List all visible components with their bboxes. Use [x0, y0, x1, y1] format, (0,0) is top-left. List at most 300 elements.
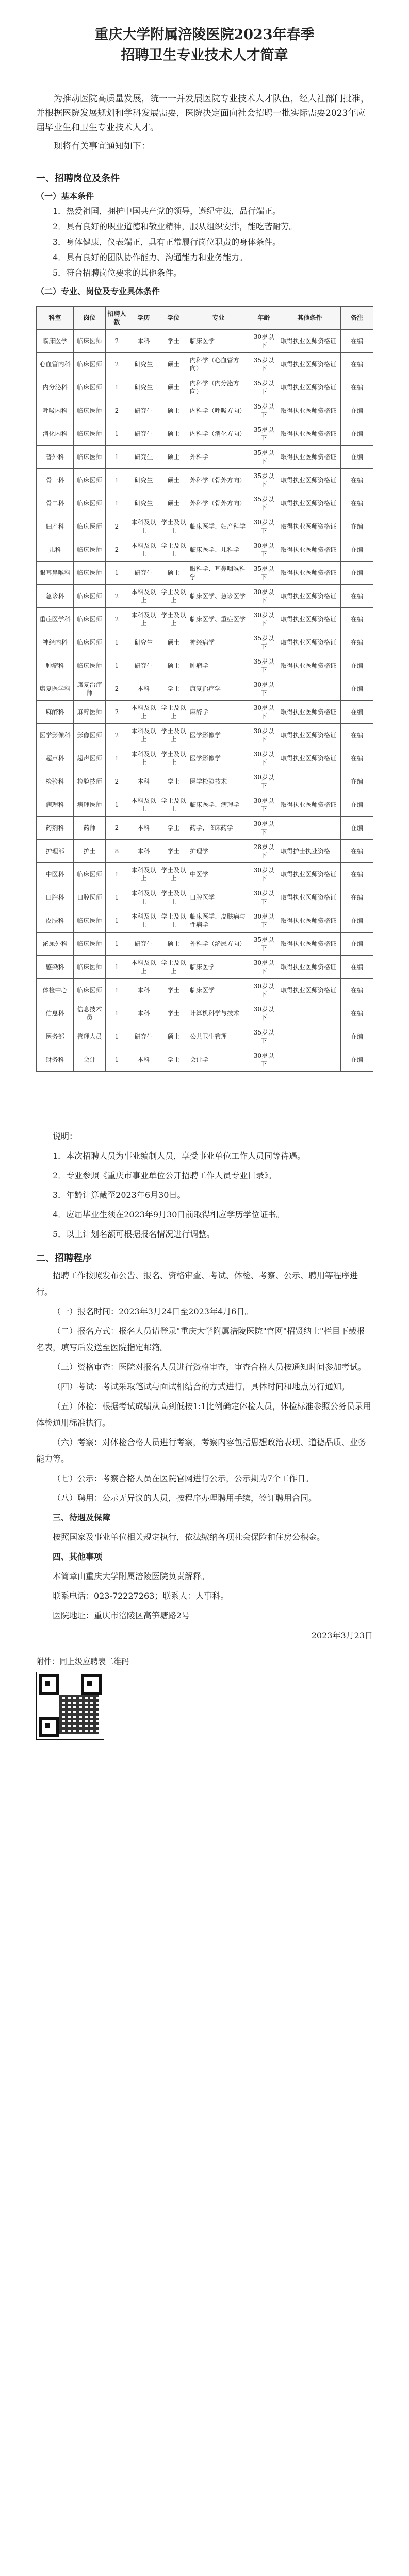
table-cell: 取得执业医师资格证	[279, 515, 341, 538]
table-cell: 外科学（泌尿方向）	[188, 933, 249, 956]
paragraph: （六）考察：对体检合格人员进行考察，考察内容包括思想政治表现、道德品质、业务能力等。	[36, 1437, 367, 1464]
table-cell: 1	[106, 376, 128, 399]
table-row	[37, 515, 373, 538]
section-title: 三、待遇及保障	[53, 1513, 111, 1522]
table-row	[37, 376, 373, 399]
table-cell: 取得执业医师资格证	[279, 492, 341, 515]
table-cell: 本科及以上	[128, 515, 159, 538]
table-cell: 1	[106, 562, 128, 585]
table-cell: 临床医学、病理学	[188, 793, 249, 817]
table-cell: 在编	[341, 793, 373, 817]
table-cell: 取得执业医师资格证	[279, 724, 341, 747]
table-cell: 超声科	[37, 747, 74, 770]
table-cell: 取得执业医师资格证	[279, 701, 341, 724]
table-cell: 学士	[159, 677, 188, 701]
table-cell: 学士及以上	[159, 863, 188, 886]
table-cell: 骨二科	[37, 492, 74, 515]
table-cell: 取得执业医师资格证	[279, 330, 341, 353]
table-cell: 2	[106, 585, 128, 608]
table-cell: 内科学（内分泌方向）	[188, 376, 249, 399]
table-cell: 消化内科	[37, 422, 74, 446]
note-line: 2．专业参照《重庆市事业单位公开招聘工作人员专业目录》。	[53, 1171, 277, 1180]
table-cell: 35岁以下	[249, 399, 279, 422]
table-cell: 外科学	[188, 446, 249, 469]
table-cell: 研究生	[128, 469, 159, 492]
list-item: 1．热爱祖国，拥护中国共产党的领导，遵纪守法，品行端正。	[53, 206, 281, 216]
section-title: 二、招聘程序	[36, 1253, 92, 1264]
table-cell: 取得执业医师资格证	[279, 585, 341, 608]
table-cell: 口腔医学	[188, 886, 249, 909]
table-cell: 取得执业医师资格证	[279, 608, 341, 631]
table-cell: 在编	[341, 353, 373, 376]
table-cell: 临床医学、皮肤病与性病学	[188, 909, 249, 933]
paragraph: （四）考试：考试采取笔试与面试相结合的方式进行，具体时间和地点另行通知。	[53, 1382, 350, 1392]
table-cell: 1	[106, 422, 128, 446]
table-row	[37, 677, 373, 701]
table-cell: 30岁以下	[249, 1048, 279, 1072]
table-cell: 学士及以上	[159, 909, 188, 933]
table-cell: 麻醉医师	[74, 701, 106, 724]
table-cell: 医学影像学	[188, 747, 249, 770]
table-cell: 本科及以上	[128, 724, 159, 747]
table-cell: 1	[106, 863, 128, 886]
table-cell: 研究生	[128, 353, 159, 376]
table-cell: 内科学（呼吸方向）	[188, 399, 249, 422]
table-cell: 取得执业医师资格证	[279, 886, 341, 909]
table-row	[37, 492, 373, 515]
table-cell: 在编	[341, 608, 373, 631]
table-cell: 1	[106, 956, 128, 979]
table-cell: 临床医师	[74, 608, 106, 631]
table-cell: 临床医师	[74, 538, 106, 562]
table-cell: 1	[106, 979, 128, 1002]
table-cell: 在编	[341, 701, 373, 724]
table-cell: 临床医师	[74, 376, 106, 399]
table-cell: 1	[106, 492, 128, 515]
table-cell: 30岁以下	[249, 793, 279, 817]
table-cell: 学士及以上	[159, 538, 188, 562]
table-cell: 研究生	[128, 492, 159, 515]
table-cell: 1	[106, 446, 128, 469]
table-cell: 外科学（骨外方向）	[188, 469, 249, 492]
table-cell: 本科	[128, 677, 159, 701]
table-cell: 35岁以下	[249, 631, 279, 654]
paragraph: （五）体检：根据考试成绩从高到低按1:1比例确定体检人员，体检标准参照公务员录用体检通用标准执行。	[36, 1401, 371, 1428]
table-cell: 普外科	[37, 446, 74, 469]
table-cell: 在编	[341, 469, 373, 492]
table-cell: 药师	[74, 817, 106, 840]
table-cell: 取得执业医师资格证	[279, 469, 341, 492]
table-cell: 在编	[341, 538, 373, 562]
table-cell: 学士及以上	[159, 608, 188, 631]
table-cell: 本科及以上	[128, 793, 159, 817]
table-cell: 心血管内科	[37, 353, 74, 376]
sub-title: （二）专业、岗位及专业具体条件	[36, 286, 160, 296]
table-cell: 感染科	[37, 956, 74, 979]
column-header: 其他条件	[279, 307, 341, 330]
paragraph: 招聘工作按照发布公告、报名、资格审查、考试、体检、考察、公示、聘用等程序进行。	[36, 1270, 358, 1297]
paragraph: （二）报名方式：报名人员请登录"重庆大学附属涪陵医院"官网"招贤纳士"栏目下载报名表，填写后发送至医院指定邮箱。	[36, 1326, 365, 1352]
table-cell: 临床医师	[74, 446, 106, 469]
table-cell: 30岁以下	[249, 677, 279, 701]
table-cell: 临床医师	[74, 562, 106, 585]
paragraph: 本简章由重庆大学附属涪陵医院负责解释。	[53, 1571, 210, 1581]
table-cell: 1	[106, 1025, 128, 1048]
table-cell: 公共卫生管理	[188, 1025, 249, 1048]
table-row	[37, 422, 373, 446]
table-cell: 骨一科	[37, 469, 74, 492]
table-cell: 临床医师	[74, 422, 106, 446]
table-cell: 1	[106, 793, 128, 817]
table-cell: 取得执业医师资格证	[279, 654, 341, 677]
table-cell: 35岁以下	[249, 376, 279, 399]
table-cell: 信息科	[37, 1002, 74, 1025]
table-cell: 中医科	[37, 863, 74, 886]
table-row	[37, 631, 373, 654]
table-cell: 口腔医师	[74, 886, 106, 909]
table-cell: 临床医师	[74, 933, 106, 956]
table-cell: 在编	[341, 956, 373, 979]
table-cell: 临床医学	[188, 956, 249, 979]
table-row	[37, 956, 373, 979]
table-cell: 在编	[341, 492, 373, 515]
table-row	[37, 701, 373, 724]
list-item: 3．身体健康，仪表端正，具有正常履行岗位职责的身体条件。	[53, 237, 281, 247]
table-cell: 临床医师	[74, 515, 106, 538]
paragraph: （一）报名时间：2023年3月24日至2023年4月6日。	[53, 1307, 253, 1316]
qr-finder	[39, 1717, 59, 1737]
table-cell: 在编	[341, 376, 373, 399]
table-cell: 医学影像科	[37, 724, 74, 747]
table-cell	[279, 677, 341, 701]
note-line: 5．以上计划名额可根据报名情况进行调整。	[53, 1229, 215, 1239]
table-cell: 研究生	[128, 399, 159, 422]
table-cell: 30岁以下	[249, 863, 279, 886]
table-cell: 30岁以下	[249, 956, 279, 979]
table-cell: 临床医师	[74, 631, 106, 654]
table-cell: 护理学	[188, 840, 249, 863]
table-cell: 本科及以上	[128, 909, 159, 933]
table-cell: 2	[106, 538, 128, 562]
table-cell: 30岁以下	[249, 538, 279, 562]
table-cell: 取得执业医师资格证	[279, 933, 341, 956]
table-cell: 本科及以上	[128, 608, 159, 631]
table-cell: 30岁以下	[249, 515, 279, 538]
table-cell: 在编	[341, 1025, 373, 1048]
table-row	[37, 654, 373, 677]
table-cell: 本科及以上	[128, 747, 159, 770]
table-cell: 学士及以上	[159, 886, 188, 909]
table-cell: 临床医师	[74, 585, 106, 608]
table-cell: 护理部	[37, 840, 74, 863]
table-cell: 2	[106, 817, 128, 840]
table-row	[37, 770, 373, 793]
table-row	[37, 909, 373, 933]
table-cell: 临床医学、妇产科学	[188, 515, 249, 538]
table-cell: 取得执业医师资格证	[279, 979, 341, 1002]
table-cell: 2	[106, 608, 128, 631]
table-cell: 1	[106, 654, 128, 677]
jobs-table	[36, 306, 373, 1072]
table-cell: 30岁以下	[249, 909, 279, 933]
table-cell: 硕士	[159, 422, 188, 446]
table-cell: 研究生	[128, 422, 159, 446]
table-cell: 30岁以下	[249, 817, 279, 840]
table-cell: 财务科	[37, 1048, 74, 1072]
table-cell: 本科	[128, 979, 159, 1002]
table-cell: 中医学	[188, 863, 249, 886]
table-cell: 临床医学、重症医学	[188, 608, 249, 631]
table-cell: 取得执业医师资格证	[279, 631, 341, 654]
table-cell: 28岁以下	[249, 840, 279, 863]
table-cell: 1	[106, 631, 128, 654]
table-cell: 在编	[341, 330, 373, 353]
table-cell: 2	[106, 724, 128, 747]
issue-date: 2023年3月23日	[311, 1631, 373, 1640]
table-cell: 1	[106, 933, 128, 956]
table-cell: 取得执业医师资格证	[279, 562, 341, 585]
table-cell: 研究生	[128, 654, 159, 677]
table-cell: 研究生	[128, 933, 159, 956]
table-cell: 在编	[341, 562, 373, 585]
table-cell: 学士及以上	[159, 515, 188, 538]
table-cell: 临床医师	[74, 979, 106, 1002]
table-cell: 医学影像学	[188, 724, 249, 747]
table-cell: 35岁以下	[249, 353, 279, 376]
table-cell: 35岁以下	[249, 1025, 279, 1048]
table-cell: 在编	[341, 817, 373, 840]
table-cell: 学士及以上	[159, 724, 188, 747]
table-cell: 学士	[159, 770, 188, 793]
table-cell: 在编	[341, 422, 373, 446]
table-row	[37, 330, 373, 353]
table-cell	[279, 1048, 341, 1072]
table-cell: 学士	[159, 840, 188, 863]
table-cell: 30岁以下	[249, 886, 279, 909]
table-cell: 检验技师	[74, 770, 106, 793]
intro	[36, 92, 373, 154]
qr-finder	[81, 1674, 102, 1695]
table-cell: 本科	[128, 1002, 159, 1025]
paragraph: （七）公示：考察合格人员在医院官网进行公示，公示期为7个工作日。	[53, 1473, 314, 1483]
table-cell: 急诊科	[37, 585, 74, 608]
qr-finder	[39, 1674, 59, 1695]
table-row	[37, 585, 373, 608]
table-row	[37, 979, 373, 1002]
table-row	[37, 863, 373, 886]
table-cell	[279, 817, 341, 840]
table-row	[37, 1002, 373, 1025]
table-cell: 药剂科	[37, 817, 74, 840]
table-cell: 本科及以上	[128, 701, 159, 724]
table-cell: 影像医师	[74, 724, 106, 747]
table-cell: 临床医师	[74, 863, 106, 886]
table-cell: 在编	[341, 631, 373, 654]
table-cell: 学士及以上	[159, 793, 188, 817]
table-cell: 呼吸内科	[37, 399, 74, 422]
table-cell: 2	[106, 701, 128, 724]
table-cell: 硕士	[159, 446, 188, 469]
paragraph: 按照国家及事业单位相关规定执行，依法缴纳各项社会保险和住房公积金。	[53, 1532, 325, 1542]
table-cell: 1	[106, 886, 128, 909]
notes	[36, 1128, 373, 1243]
table-cell: 内科学（心血管方向）	[188, 353, 249, 376]
table-cell: 取得执业医师资格证	[279, 793, 341, 817]
table-cell: 临床医师	[74, 956, 106, 979]
paragraph: （八）聘用：公示无异议的人员，按程序办理聘用手续，签订聘用合同。	[53, 1493, 317, 1503]
table-cell: 临床医师	[74, 654, 106, 677]
note-line: 说明：	[53, 1131, 78, 1141]
table-cell: 取得执业医师资格证	[279, 446, 341, 469]
table-cell: 眼科学、耳鼻咽喉科学	[188, 562, 249, 585]
table-cell: 硕士	[159, 1025, 188, 1048]
table-cell: 检验科	[37, 770, 74, 793]
table-cell: 30岁以下	[249, 585, 279, 608]
table-cell: 在编	[341, 770, 373, 793]
column-header: 学历	[128, 307, 159, 330]
table-cell: 超声医师	[74, 747, 106, 770]
table-cell: 1	[106, 469, 128, 492]
table-cell: 在编	[341, 1048, 373, 1072]
table-cell: 临床医学	[37, 330, 74, 353]
table-cell: 在编	[341, 886, 373, 909]
table-cell: 在编	[341, 585, 373, 608]
table-cell: 硕士	[159, 376, 188, 399]
table-cell: 肿瘤科	[37, 654, 74, 677]
table-cell: 病理医师	[74, 793, 106, 817]
table-cell: 在编	[341, 909, 373, 933]
table-cell: 泌尿外科	[37, 933, 74, 956]
table-cell: 信息技术员	[74, 1002, 106, 1025]
table-cell: 在编	[341, 1002, 373, 1025]
column-header: 备注	[341, 307, 373, 330]
table-cell: 研究生	[128, 376, 159, 399]
attachment-label: 附件：同上级应聘表二维码	[36, 1657, 129, 1666]
table-cell: 1	[106, 909, 128, 933]
table-cell: 学士及以上	[159, 585, 188, 608]
column-header: 科室	[37, 307, 74, 330]
table-cell: 1	[106, 747, 128, 770]
table-cell: 本科及以上	[128, 585, 159, 608]
table-cell: 取得执业医师资格证	[279, 956, 341, 979]
table-cell: 取得执业医师资格证	[279, 399, 341, 422]
table-cell: 在编	[341, 979, 373, 1002]
note-line: 3．年龄计算截至2023年6月30日。	[53, 1190, 186, 1200]
table-cell: 会计	[74, 1048, 106, 1072]
table-cell: 35岁以下	[249, 654, 279, 677]
table-cell: 30岁以下	[249, 724, 279, 747]
table-cell: 计算机科学与技术	[188, 1002, 249, 1025]
table-cell: 在编	[341, 724, 373, 747]
table-cell: 体检中心	[37, 979, 74, 1002]
table-cell: 研究生	[128, 1025, 159, 1048]
table-cell: 硕士	[159, 492, 188, 515]
table-cell: 在编	[341, 863, 373, 886]
table-row	[37, 446, 373, 469]
table-cell: 管理人员	[74, 1025, 106, 1048]
table-cell: 取得执业医师资格证	[279, 376, 341, 399]
table-cell: 临床医师	[74, 399, 106, 422]
table-cell: 研究生	[128, 446, 159, 469]
table-cell: 会计学	[188, 1048, 249, 1072]
table-cell: 本科	[128, 1048, 159, 1072]
table-row	[37, 793, 373, 817]
table-cell: 30岁以下	[249, 701, 279, 724]
table-cell: 药学、临床药学	[188, 817, 249, 840]
table-cell: 硕士	[159, 631, 188, 654]
table-cell: 病理科	[37, 793, 74, 817]
table-cell: 35岁以下	[249, 562, 279, 585]
table-cell: 30岁以下	[249, 747, 279, 770]
table-cell: 取得执业医师资格证	[279, 538, 341, 562]
table-cell: 在编	[341, 933, 373, 956]
table-cell: 学士	[159, 817, 188, 840]
table-cell	[279, 1025, 341, 1048]
table-cell: 学士及以上	[159, 747, 188, 770]
table-cell: 临床医师	[74, 469, 106, 492]
table-cell: 研究生	[128, 631, 159, 654]
table-cell: 在编	[341, 515, 373, 538]
table-cell: 康复治疗学	[188, 677, 249, 701]
table-cell: 医学检验技术	[188, 770, 249, 793]
paragraph: 联系电话：023-72227263；联系人：人事科。	[53, 1591, 229, 1601]
table-cell: 硕士	[159, 399, 188, 422]
table-cell: 康复治疗师	[74, 677, 106, 701]
list-item: 4．具有良好的团队协作能力、沟通能力和业务能力。	[53, 252, 248, 262]
table-cell: 研究生	[128, 562, 159, 585]
table-cell: 取得护士执业资格	[279, 840, 341, 863]
table-cell: 1	[106, 1002, 128, 1025]
table-cell: 临床医师	[74, 330, 106, 353]
table-cell: 2	[106, 330, 128, 353]
table-cell: 内科学（消化方向）	[188, 422, 249, 446]
table-cell: 硕士	[159, 562, 188, 585]
table-cell: 外科学（骨外方向）	[188, 492, 249, 515]
table-cell: 神经内科	[37, 631, 74, 654]
table-cell: 康复医学科	[37, 677, 74, 701]
table-cell: 学士及以上	[159, 956, 188, 979]
table-cell: 在编	[341, 399, 373, 422]
table-row	[37, 608, 373, 631]
qr-code-icon	[36, 1672, 104, 1740]
table-row	[37, 817, 373, 840]
table-cell: 30岁以下	[249, 770, 279, 793]
table-cell: 35岁以下	[249, 933, 279, 956]
table-cell: 学士	[159, 979, 188, 1002]
column-header: 专业	[188, 307, 249, 330]
table-row	[37, 353, 373, 376]
table-row	[37, 747, 373, 770]
table-cell: 2	[106, 399, 128, 422]
table-cell: 在编	[341, 840, 373, 863]
process-paragraphs	[0, 1267, 409, 1624]
table-cell: 本科及以上	[128, 956, 159, 979]
table-cell: 取得执业医师资格证	[279, 353, 341, 376]
table-cell: 医务部	[37, 1025, 74, 1048]
table-cell: 临床医学	[188, 979, 249, 1002]
sub-title: （一）基本条件	[36, 191, 94, 201]
table-cell: 取得执业医师资格证	[279, 863, 341, 886]
table-cell: 皮肤科	[37, 909, 74, 933]
table-row	[37, 562, 373, 585]
table-cell: 取得执业医师资格证	[279, 909, 341, 933]
table-cell: 临床医学、儿科学	[188, 538, 249, 562]
column-header: 招聘人数	[106, 307, 128, 330]
table-row	[37, 399, 373, 422]
table-cell: 本科	[128, 330, 159, 353]
intro-paragraph: 为推动医院高质量发展，统一一并发展医院专业技术人才队伍，经人社部门批准，并根据医院发展规划和学科发展需要，医院决定面向社会招聘一批实际需要2023年应届毕业生和卫生专业技术人才。	[36, 94, 369, 133]
table-cell: 在编	[341, 747, 373, 770]
